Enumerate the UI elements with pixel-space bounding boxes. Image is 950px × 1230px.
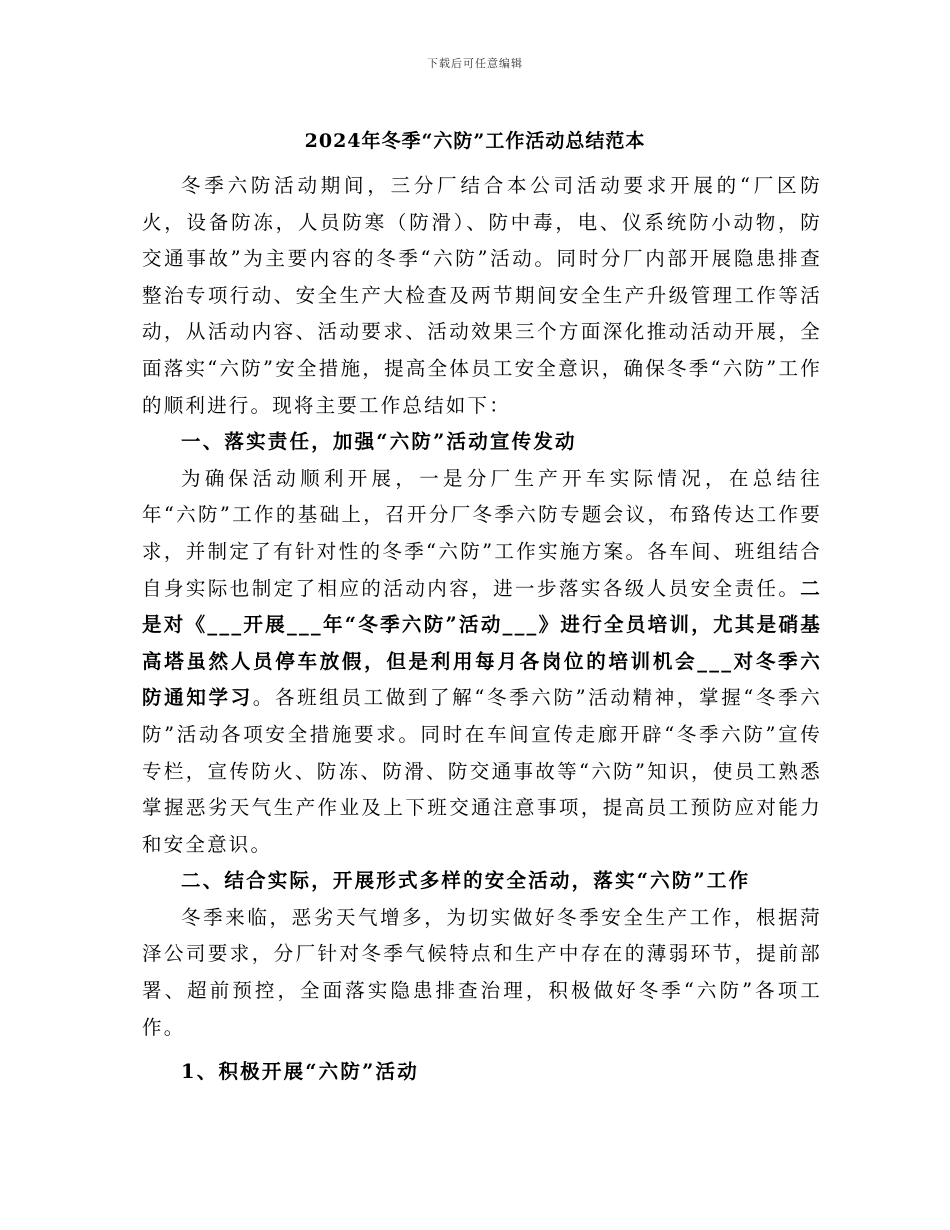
section-heading-1: 一、落实责任，加强“六防”活动宣传发动 bbox=[181, 430, 577, 454]
paragraph-section-2: 冬季来临，恶劣天气增多，为切实做好冬季安全生产工作，根据菏泽公司要求，分厂针对冬季气候特点和生产中存在的薄弱环节，提前部署、超前预控，全面落实隐患排查治理，积极做好冬季“六防”各项工作。 bbox=[142, 905, 822, 1039]
paragraph-section-1 bbox=[142, 461, 822, 864]
paragraph-intro: 冬季六防活动期间，三分厂结合本公司活动要求开展的“厂区防火，设备防冻，人员防寒（防滑）、防中毒，电、仪系统防小动物，防交通事故”为主要内容的冬季“六防”活动。同时分厂内部开展隐患排查整治专项行动、安全生产大检查及两节期间安全生产升级管理工作等活动，从活动内容、活动要求、活动效果三个方面深化推动活动开展，全面落实“六防”安全措施，提高全体员工安全意识，确保冬季“六防”工作的顺利进行。现将主要工作总结如下： bbox=[142, 174, 822, 417]
header-note: 下载后可任意编辑 bbox=[427, 57, 523, 70]
document-body bbox=[142, 168, 822, 1091]
paragraph-section-1-part-a: 为确保活动顺利开展，一是分厂生产开车实际情况，在总结往年“六防”工作的基础上，召开分厂冬季六防专题会议，布臵传达工作要求，并制定了有针对性的冬季“六防”工作实施方案。各车间、班组结合自身实际也制定了相应的活动内容，进一步落实各级人员安全责任。 bbox=[142, 466, 822, 600]
paragraph-section-1-bold: 二是对《___开展___年“冬季六防”活动___》进行全员培训，尤其是硝基高塔虽然人员停车放假，但是利用每月各岗位的培训机会___对冬季六防通知学习 bbox=[142, 576, 822, 710]
section-heading-2: 二、结合实际，开展形式多样的安全活动，落实“六防”工作 bbox=[181, 869, 751, 893]
subsection-heading-1: 1、积极开展“六防”活动 bbox=[181, 1060, 419, 1084]
document-title: 2024年冬季“六防”工作活动总结范本 bbox=[304, 130, 646, 152]
paragraph-section-1-part-c: 。各班组员工做到了解“冬季六防”活动精神，掌握“冬季六防”活动各项安全措施要求。同时在车间宣传走廊开辟“冬季六防”宣传专栏，宣传防火、防冻、防滑、防交通事故等“六防”知识，使员工熟悉掌握恶劣天气生产作业及上下班交通注意事项，提高员工预防应对能力和安全意识。 bbox=[142, 686, 822, 856]
